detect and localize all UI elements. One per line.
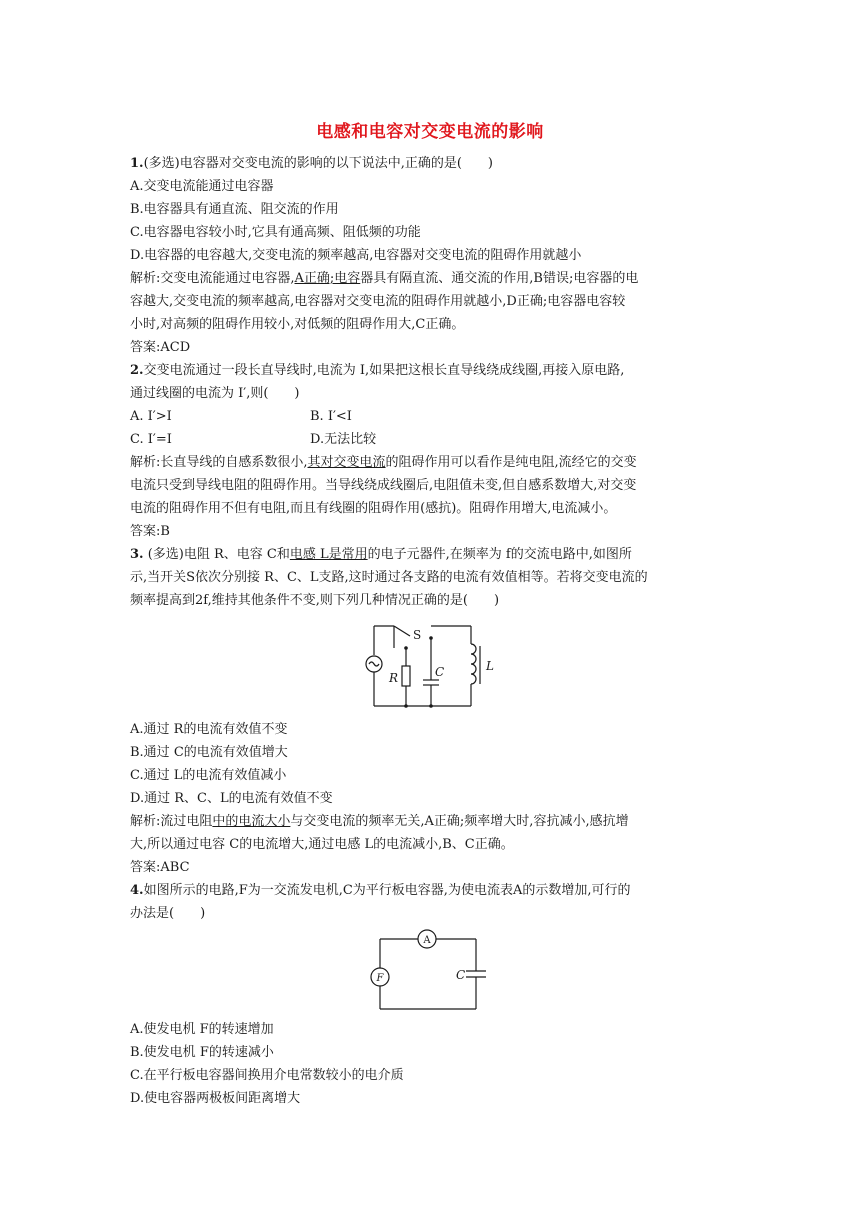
q2-option-c: C. I′=I xyxy=(130,432,172,447)
q1-option-a: A.交变电流能通过电容器 xyxy=(130,179,274,194)
q2-option-d: D.无法比较 xyxy=(310,432,377,447)
q3-exp-underlined: 中的电流大小 xyxy=(212,814,291,829)
q3-exp-text-2: 与交变电流的频率无关,A正确;频率增大时,容抗减小,感抗增 xyxy=(290,814,629,829)
q4-label-generator: F xyxy=(376,973,384,984)
q3-inductor-icon xyxy=(471,644,476,684)
q2-exp-underlined: 其对交变电流 xyxy=(307,455,386,470)
q1-exp-underlined: A正确;电容 xyxy=(294,271,361,286)
q2-number: 2. xyxy=(130,363,144,378)
q3-stem-text: (多选)电阻 R、电容 C和 xyxy=(143,547,290,562)
q3-switch-blade xyxy=(394,626,410,636)
q1-exp-text-2: 器具有隔直流、通交流的作用,B错误;电容器的电 xyxy=(360,271,639,286)
q4-stem-line-2: 办法是( ) xyxy=(130,906,206,921)
q4-option-d: D.使电容器两极板间距离增大 xyxy=(130,1091,301,1106)
q2-exp-text-2: 的阻碍作用可以看作是纯电阻,流经它的交变 xyxy=(385,455,637,470)
q1-exp-text: 解析:交变电流能通过电容器, xyxy=(130,271,295,286)
q2-stem-line-1 xyxy=(130,359,732,382)
q3-junction-c xyxy=(429,704,433,708)
question-4 xyxy=(130,879,732,1110)
q2-answer: 答案:B xyxy=(130,524,170,539)
question-list xyxy=(130,152,732,1110)
q3-label-l: L xyxy=(486,659,494,673)
q3-contact-r xyxy=(404,646,408,650)
q4-option-b: B.使发电机 F的转速减小 xyxy=(130,1045,274,1060)
q4-label-c: C xyxy=(456,968,466,982)
q3-circuit-figure xyxy=(130,618,732,716)
q4-option-c: C.在平行板电容器间换用介电常数较小的电介质 xyxy=(130,1068,404,1083)
q1-stem xyxy=(130,152,732,175)
q4-circuit-figure xyxy=(130,929,732,1014)
q4-number: 4. xyxy=(130,883,144,898)
q2-stem-text: 交变电流通过一段长直导线时,电流为 I,如果把这根长直导线绕成线圈,再接入原电路, xyxy=(143,363,625,378)
q3-explanation-line-2: 大,所以通过电容 C的电流增大,通过电感 L的电流减小,B、C正确。 xyxy=(130,837,514,852)
q3-number: 3. xyxy=(130,547,144,562)
q3-label-c: C xyxy=(435,665,445,679)
q3-option-b: B.通过 C的电流有效值增大 xyxy=(130,745,288,760)
q3-resistor-icon xyxy=(402,666,410,686)
question-2 xyxy=(130,359,732,543)
q3-stem-line-3: 频率提高到2f,维持其他条件不变,则下列几种情况正确的是( ) xyxy=(130,593,500,608)
q1-option-c: C.电容器电容较小时,它具有通高频、阻低频的功能 xyxy=(130,225,421,240)
q3-stem-text-2: 的电子元器件,在频率为 f的交流电路中,如图所 xyxy=(367,547,632,562)
q4-label-ammeter: A xyxy=(423,935,431,946)
q4-circuit-diagram xyxy=(130,929,732,1014)
q3-exp-text: 解析:流过电阻 xyxy=(130,814,213,829)
q3-option-a: A.通过 R的电流有效值不变 xyxy=(130,722,288,737)
q3-stem-line-1 xyxy=(130,543,732,566)
q2-stem-line-2: 通过线圈的电流为 I′,则( ) xyxy=(130,386,300,401)
q3-stem-underlined: 电感 L是常用 xyxy=(289,547,368,562)
q1-option-d: D.电容器的电容越大,交变电流的频率越高,电容器对交变电流的阻碍作用就越小 xyxy=(130,248,582,263)
q4-stem-text: 如图所示的电路,F为一交流发电机,C为平行板电容器,为使电流表A的示数增加,可行的 xyxy=(143,883,631,898)
q3-answer: 答案:ABC xyxy=(130,860,190,875)
q4-stem-line-1 xyxy=(130,879,732,902)
q2-exp-text: 解析:长直导线的自感系数很小, xyxy=(130,455,308,470)
q1-explanation-line-2: 容越大,交变电流的频率越高,电容器对交变电流的阻碍作用就越小,D正确;电容器电容较 xyxy=(130,294,626,309)
q2-option-a: A. I′>I xyxy=(130,409,172,424)
page-title: 电感和电容对交变电流的影响 xyxy=(316,122,544,142)
q1-stem-text: (多选)电容器对交变电流的影响的以下说法中,正确的是( ) xyxy=(143,156,493,171)
q3-option-c: C.通过 L的电流有效值减小 xyxy=(130,768,287,783)
q1-explanation-line-3: 小时,对高频的阻碍作用较小,对低频的阻碍作用大,C正确。 xyxy=(130,317,465,332)
q4-option-a: A.使发电机 F的转速增加 xyxy=(130,1022,274,1037)
q2-explanation-line-1 xyxy=(130,451,732,474)
q2-explanation-line-2: 电流只受到导线电阻的阻碍作用。当导线绕成线圈后,电阻值未变,但自感系数增大,对交变 xyxy=(130,478,637,493)
question-3 xyxy=(130,543,732,879)
q3-label-switch: S xyxy=(413,628,422,642)
q3-junction-r xyxy=(404,704,408,708)
q3-option-d: D.通过 R、C、L的电流有效值不变 xyxy=(130,791,333,806)
question-1 xyxy=(130,152,732,359)
q3-label-r: R xyxy=(389,671,399,685)
q1-option-b: B.电容器具有通直流、阻交流的作用 xyxy=(130,202,339,217)
q3-ac-wave-icon xyxy=(369,662,379,666)
q2-options-row-1 xyxy=(130,405,732,428)
q3-explanation-line-1 xyxy=(130,810,732,833)
q2-explanation-line-3: 电流的阻碍作用不但有电阻,而且有线圈的阻碍作用(感抗)。阻碍作用增大,电流减小。 xyxy=(130,501,617,516)
q3-stem-line-2: 示,当开关S依次分别接 R、C、L支路,这时通过各支路的电流有效值相等。若将交变电流的 xyxy=(130,570,648,585)
q3-circuit-diagram xyxy=(130,618,732,716)
q1-number: 1. xyxy=(130,156,144,171)
q1-explanation-line-1 xyxy=(130,267,732,290)
q2-options-row-2 xyxy=(130,428,732,451)
q3-contact-c xyxy=(429,636,433,640)
q2-option-b: B. I′<I xyxy=(310,409,352,424)
q1-answer: 答案:ACD xyxy=(130,340,191,355)
